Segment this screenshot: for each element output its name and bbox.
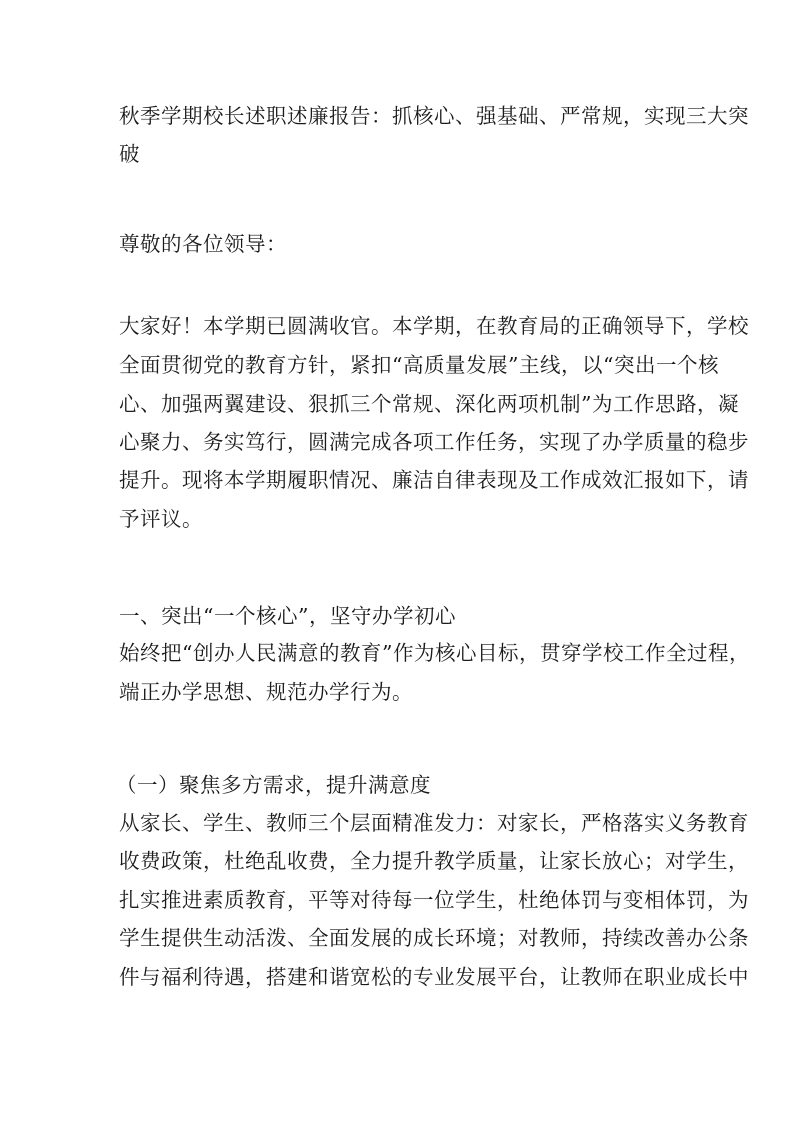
- paragraph-line: 扎实推进素质教育，平等对待每一位学生，杜绝体罚与变相体罚，为: [119, 888, 749, 912]
- paragraph-line: 心聚力、务实笃行，圆满完成各项工作任务，实现了办学质量的稳步: [119, 430, 749, 454]
- paragraph-line: 予评议。: [119, 507, 203, 531]
- paragraph-line: 件与福利待遇，搭建和谐宽松的专业发展平台，让教师在职业成长中: [119, 965, 749, 989]
- title-line: 破: [119, 142, 140, 166]
- salutation: 尊敬的各位领导：: [119, 232, 287, 256]
- paragraph-line: 大家好！本学期已圆满收官。本学期，在教育局的正确领导下，学校: [119, 314, 749, 338]
- paragraph-line: 端正办学思想、规范办学行为。: [119, 680, 413, 704]
- paragraph-line: 心、加强两翼建设、狠抓三个常规、深化两项机制”为工作思路，凝: [119, 392, 739, 416]
- title-line: 秋季学期校长述职述廉报告：抓核心、强基础、严常规，实现三大突: [119, 104, 749, 128]
- paragraph-line: 全面贯彻党的教育方针，紧扣“高质量发展”主线，以“突出一个核: [119, 353, 719, 377]
- section-heading: 一、突出“一个核心”，坚守办学初心: [119, 604, 456, 628]
- paragraph-line: 提升。现将本学期履职情况、廉洁自律表现及工作成效汇报如下，请: [119, 468, 749, 492]
- paragraph-line: 从家长、学生、教师三个层面精准发力：对家长，严格落实义务教育: [119, 811, 749, 835]
- paragraph-line: 始终把“创办人民满意的教育”作为核心目标，贯穿学校工作全过程，: [119, 641, 750, 665]
- paragraph-line: 收费政策，杜绝乱收费，全力提升教学质量，让家长放心；对学生，: [119, 849, 749, 873]
- subsection-heading: （一）聚焦多方需求，提升满意度: [116, 773, 431, 797]
- paragraph-line: 学生提供生动活泼、全面发展的成长环境；对教师，持续改善办公条: [119, 926, 749, 950]
